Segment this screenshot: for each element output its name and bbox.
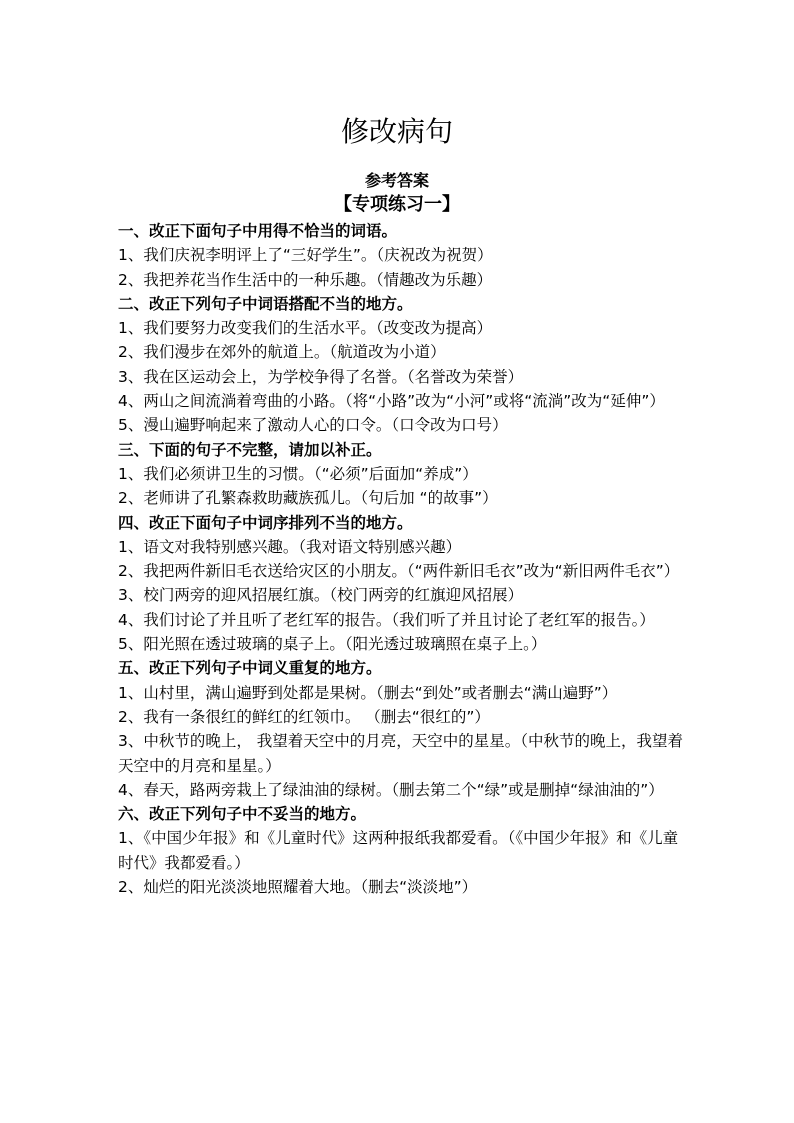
- section-4: [118, 511, 686, 657]
- answer-item: 1、我们庆祝李明评上了“三好学生”。（庆祝改为祝贺）: [118, 246, 493, 265]
- section-heading: 六、改正下列句子中不妥当的地方。: [118, 805, 367, 824]
- answer-item: 2、我有一条很红的鲜红的红领巾。 （删去“很红的”）: [118, 707, 490, 726]
- answer-item: 1、我们要努力改变我们的生活水平。（改变改为提高）: [118, 319, 493, 338]
- answer-item: 4、我们讨论了并且听了老红军的报告。（我们听了并且讨论了老红军的报告。）: [118, 610, 655, 629]
- answer-item: 1、语文对我特别感兴趣。（我对语文特别感兴趣）: [118, 537, 462, 556]
- section-5: [118, 656, 686, 802]
- answer-item: 3、中秋节的晚上， 我望着天空中的月亮，天空中的星星。（中秋节的晚上，我望着天空中的月亮和星星。）: [118, 732, 684, 775]
- section-heading: 三、下面的句子不完整，请加以补正。: [118, 440, 382, 459]
- answer-key-subtitle: 参考答案: [364, 171, 429, 190]
- answer-item: 5、漫山遍野响起来了激动人心的口令。（口令改为口号）: [118, 416, 508, 435]
- section-2: [118, 292, 686, 438]
- section-heading: 二、改正下列句子中词语搭配不当的地方。: [118, 294, 413, 313]
- section-heading: 一、改正下面句子中用得不恰当的词语。: [118, 222, 398, 240]
- answer-content: [118, 219, 686, 899]
- answer-item: 4、两山之间流淌着弯曲的小路。（将“小路”改为“小河”或将“流淌”改为“延伸”）: [118, 392, 665, 411]
- answer-item: 3、我在区运动会上，为学校争得了名誉。（名誉改为荣誉）: [118, 367, 524, 386]
- answer-item: 4、春天，路两旁栽上了绿油油的绿树。（删去第二个“绿”或是删掉“绿油油的”）: [118, 780, 664, 799]
- section-6: [118, 802, 686, 899]
- section-heading: 四、改正下面句子中词序排列不当的地方。: [118, 513, 413, 532]
- section-1: [118, 219, 686, 292]
- page-title: 修改病句: [340, 115, 453, 148]
- answer-item: 2、老师讲了孔繁森救助藏族孤儿。（句后加 “的故事”）: [118, 489, 498, 508]
- answer-item: 1、山村里，满山遍野到处都是果树。（删去“到处”或者删去“满山遍野”）: [118, 683, 618, 702]
- answer-item: 1、我们必须讲卫生的习惯。（“必须”后面加“养成”）: [118, 464, 478, 483]
- answer-item: 2、我把两件新旧毛衣送给灾区的小朋友。（“两件新旧毛衣”改为“新旧两件毛衣”）: [118, 562, 680, 581]
- answer-item: 5、阳光照在透过玻璃的桌子上。（阳光透过玻璃照在桌子上。）: [118, 635, 547, 654]
- section-3: [118, 438, 686, 511]
- practice-title: 【专项练习一】: [334, 194, 460, 215]
- answer-item: 2、灿烂的阳光淡淡地照耀着大地。（删去“淡淡地”）: [118, 878, 478, 897]
- answer-item: 2、我把养花当作生活中的一种乐趣。（情趣改为乐趣）: [118, 270, 493, 289]
- answer-item: 1、《中国少年报》和《儿童时代》这两种报纸我都爱看。（《中国少年报》和《儿童时代》我都爱看。）: [118, 829, 679, 872]
- section-heading: 五、改正下列句子中词义重复的地方。: [118, 659, 382, 678]
- answer-item: 3、校门两旁的迎风招展红旗。（校门两旁的红旗迎风招展）: [118, 586, 524, 605]
- answer-item: 2、我们漫步在郊外的航道上。（航道改为小道）: [118, 343, 446, 362]
